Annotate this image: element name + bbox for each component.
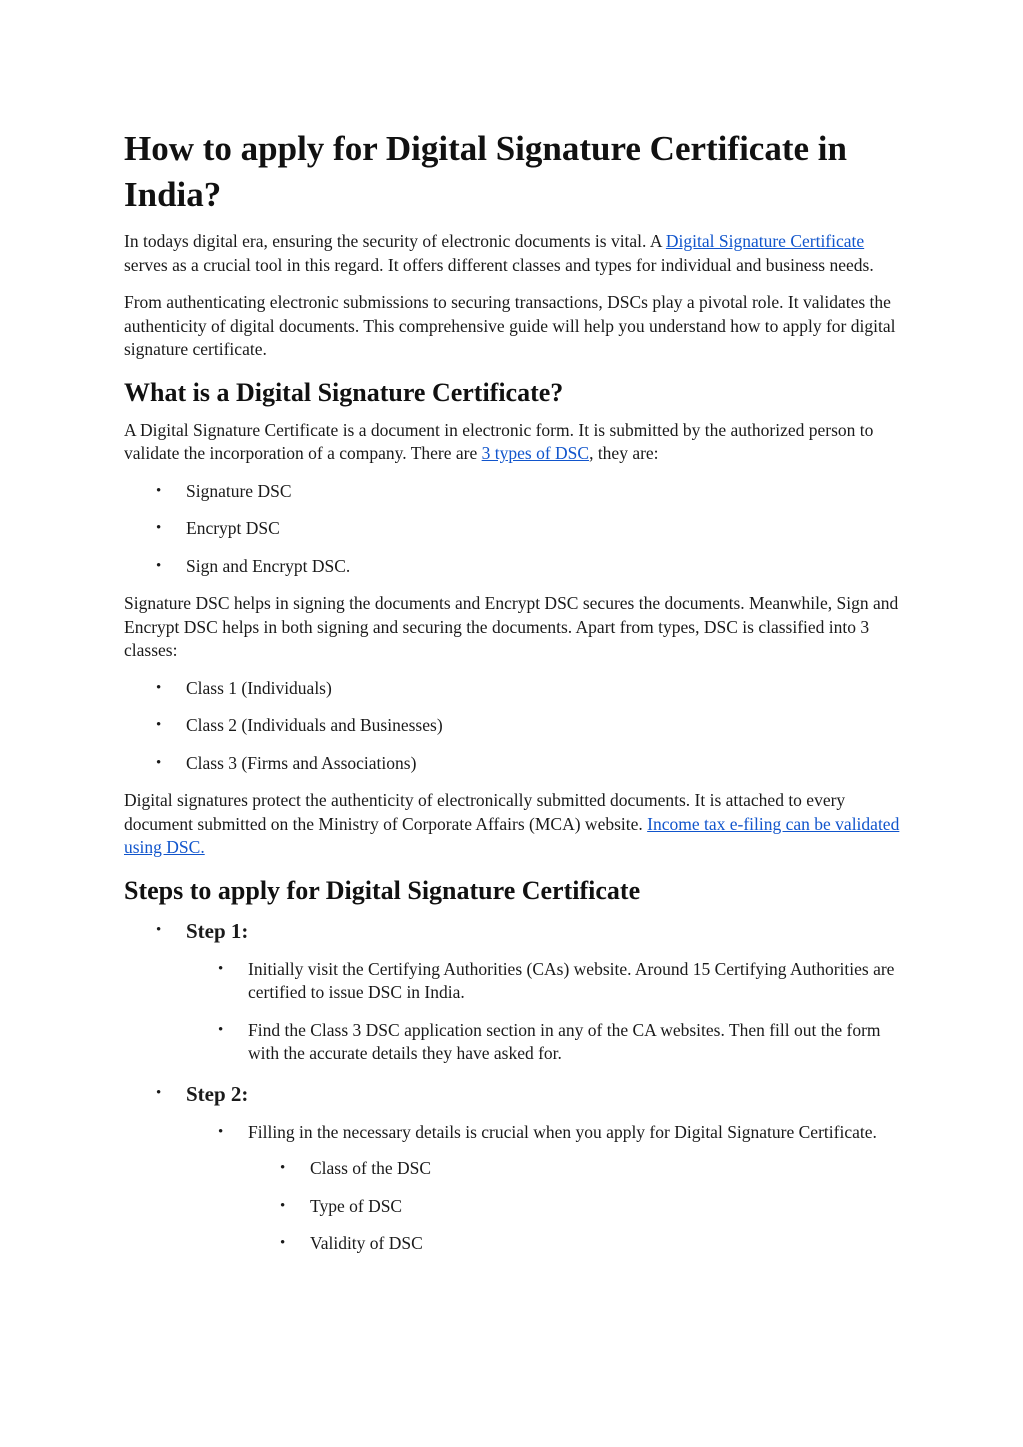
list-item: [124, 752, 903, 776]
bullet-icon: •: [156, 1084, 162, 1101]
step-2-item: [124, 1080, 903, 1256]
bullet-icon: •: [156, 679, 162, 696]
step-1-item: [124, 917, 903, 1066]
bullet-icon: •: [218, 1123, 224, 1140]
bullet-icon: •: [280, 1160, 286, 1176]
list-item-text: Type of DSC: [310, 1195, 403, 1216]
step-1-sublist: [186, 958, 903, 1066]
list-item-text: Filling in the necessary details is crucial when you apply for Digital Signature Certificate.: [248, 1121, 877, 1142]
bullet-icon: •: [156, 520, 162, 536]
page-title: How to apply for Digital Signature Certificate in India?: [124, 129, 847, 214]
intro-paragraph-1: [124, 230, 903, 277]
step-2-details-list: [248, 1157, 903, 1256]
list-item: [124, 677, 903, 701]
list-item: [248, 1195, 903, 1219]
section-heading-steps: Steps to apply for Digital Signature Certificate: [124, 875, 641, 905]
list-item: [124, 714, 903, 738]
intro-paragraph-2: From authenticating electronic submissions to securing transactions, DSCs play a pivotal role. It validates the authenticity of digital documents. This comprehensive guide will help you understand how to apply for digital signature certificate.: [124, 292, 896, 359]
step-2-label: Step 2:: [186, 1081, 249, 1106]
authenticity-text: Digital signatures protect the authenticity of electronically submitted documents. It is attached to every document submitted on the Ministry of Corporate Affairs (MCA) website.: [124, 790, 846, 834]
bullet-icon: •: [156, 717, 162, 733]
bullet-icon: •: [156, 754, 162, 771]
step-1-label: Step 1:: [186, 918, 249, 943]
list-item-text: Signature DSC: [186, 480, 292, 501]
dsc-definition-paragraph: [124, 419, 903, 466]
list-item: [248, 1157, 903, 1181]
bullet-icon: •: [280, 1235, 286, 1251]
list-item-text: Class 3 (Firms and Associations): [186, 752, 417, 773]
bullet-icon: •: [156, 482, 162, 499]
list-item: [124, 555, 903, 579]
list-item-text: Sign and Encrypt DSC.: [186, 555, 351, 576]
bullet-icon: •: [280, 1197, 286, 1214]
dsc-link[interactable]: Digital Signature Certificate: [665, 231, 865, 251]
list-item-text: Class of the DSC: [310, 1158, 432, 1178]
intro-text-1: In todays digital era, ensuring the security of electronic documents is vital. A: [124, 231, 666, 251]
types-of-dsc-link[interactable]: 3 types of DSC: [481, 443, 590, 463]
dsc-types-list: [124, 480, 903, 579]
list-item-text: Encrypt DSC: [186, 518, 280, 538]
step-2-sublist: [186, 1121, 903, 1256]
list-item: [124, 480, 903, 504]
bullet-icon: •: [156, 557, 162, 574]
list-item: [124, 517, 903, 541]
intro-text-1-end: serves as a crucial tool in this regard. It offers different classes and types for individual and business needs.: [124, 254, 874, 275]
list-item: [186, 958, 903, 1005]
list-item-text: Class 2 (Individuals and Businesses): [186, 715, 443, 735]
list-item: [248, 1232, 903, 1256]
bullet-icon: •: [218, 1021, 224, 1038]
dsc-classes-paragraph: Signature DSC helps in signing the documents and Encrypt DSC secures the documents. Meanwhile, Sign and Encrypt DSC helps in both signing and securing the documents. Apart from types, DSC is classified into 3 classes:: [124, 593, 899, 660]
list-item-text: Class 1 (Individuals): [186, 677, 332, 698]
dsc-definition-text: A Digital Signature Certificate is a document in electronic form. It is submitted by the authorized person to validate the incorporation of a company. There are: [124, 419, 874, 463]
list-item: [186, 1121, 903, 1256]
list-item-text: Initially visit the Certifying Authorities (CAs) website. Around 15 Certifying Authorities are certified to issue DSC in India.: [248, 958, 895, 1002]
dsc-classes-list: [124, 677, 903, 776]
bullet-icon: •: [218, 960, 224, 977]
list-item: [186, 1019, 903, 1066]
section-heading-what-is-dsc: What is a Digital Signature Certificate?: [124, 377, 564, 407]
authenticity-paragraph: [124, 789, 903, 860]
dsc-definition-text-end: , they are:: [589, 443, 659, 463]
income-tax-link[interactable]: Income tax e-filing can be validated using DSC.: [124, 813, 900, 857]
steps-list: [124, 917, 903, 1256]
bullet-icon: •: [156, 921, 162, 938]
list-item-text: Find the Class 3 DSC application section in any of the CA websites. Then fill out the form with the accurate details they have asked for.: [248, 1019, 881, 1063]
list-item-text: Validity of DSC: [310, 1233, 423, 1253]
